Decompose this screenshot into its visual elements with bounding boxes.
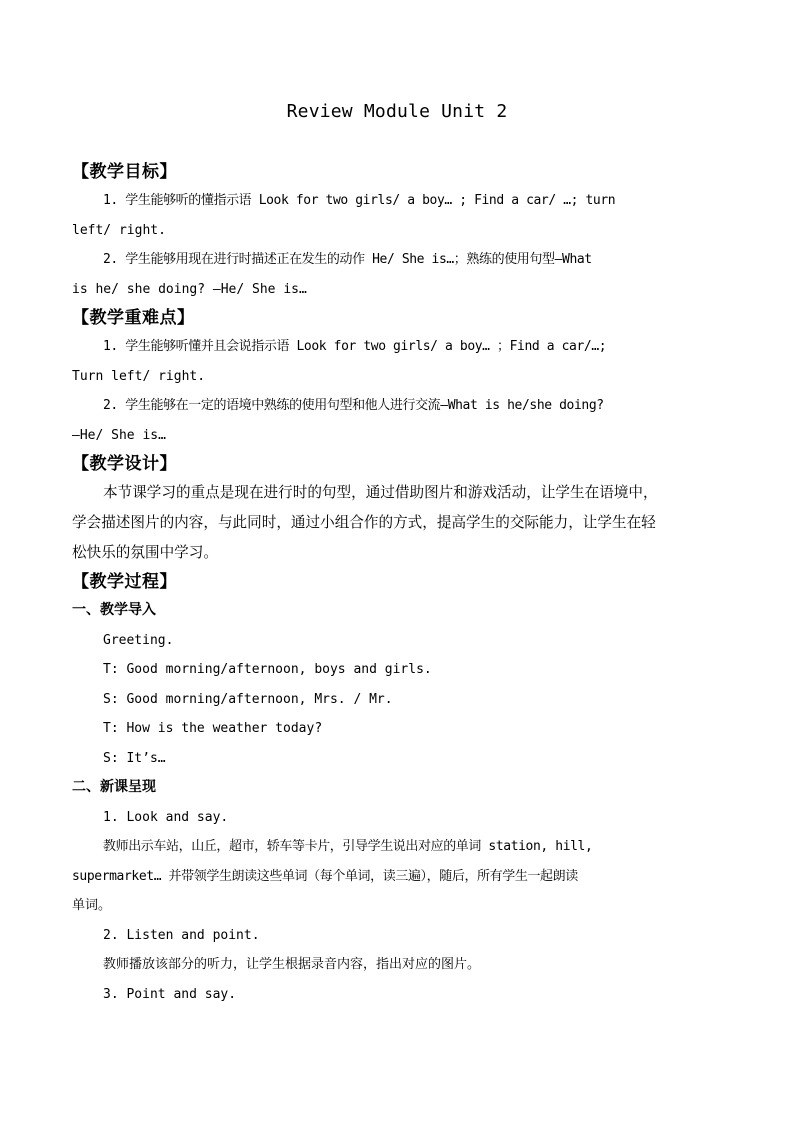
process-part-1-line: S: It’s… <box>103 750 166 766</box>
document-body <box>72 158 722 1009</box>
process-part-1-line: T: Good morning/afternoon, boys and girls. <box>103 662 432 677</box>
key-point-item-2-line-2: —He/ She is… <box>72 427 166 443</box>
section-heading-key-points: 【教学重难点】 <box>72 308 195 328</box>
section-heading-design: 【教学设计】 <box>72 454 177 474</box>
design-paragraph-line-1: 本节课学习的重点是现在进行时的句型，通过借助图片和游戏活动，让学生在语境中， <box>103 484 658 501</box>
process-step-3: 3. Point and say. <box>103 986 237 1002</box>
process-step-1-description-line-1: 教师出示车站，山丘，超市，轿车等卡片，引导学生说出对应的单词 station, hill, <box>103 839 593 854</box>
key-point-item-1-line-2: Turn left/ right. <box>72 368 206 384</box>
key-point-item-2-line-1: 2. 学生能够在一定的语境中熟练的使用句型和他人进行交流—What is he/she doing? <box>103 398 604 413</box>
process-step-2-description: 教师播放该部分的听力，让学生根据录音内容，指出对应的图片。 <box>103 957 481 972</box>
design-paragraph-line-3: 松快乐的氛围中学习。 <box>72 544 218 561</box>
process-part-1-line: T: How is the weather today? <box>103 721 323 736</box>
section-heading-process: 【教学过程】 <box>72 572 177 592</box>
key-point-item-1-line-1: 1. 学生能够听懂并且会说指示语 Look for two girls/ a boy… ；Find a car/…; <box>103 339 607 354</box>
goal-item-2-line-2: is he/ she doing? —He/ She is… <box>72 281 307 297</box>
design-paragraph-line-2: 学会描述图片的内容，与此同时，通过小组合作的方式，提高学生的交际能力，让学生在轻 <box>72 514 656 531</box>
process-part-1-line: Greeting. <box>103 632 174 648</box>
process-step-1-description-line-2: supermarket… 并带领学生朗读这些单词（每个单词，读三遍），随后，所有学生一起朗读 <box>72 868 578 884</box>
document-title: Review Module Unit 2 <box>286 101 508 122</box>
goal-item-1-line-1: 1. 学生能够听的懂指示语 Look for two girls/ a boy… ; Find a car/ …; turn <box>103 193 616 208</box>
goal-item-2-line-1: 2. 学生能够用现在进行时描述正在发生的动作 He/ She is…；熟练的使用句型—What <box>103 252 592 267</box>
process-step-1: 1. Look and say. <box>103 809 229 825</box>
process-step-2: 2. Listen and point. <box>103 927 260 943</box>
process-part-2-heading: 二、新课呈现 <box>72 779 156 795</box>
goal-item-1-line-2: left/ right. <box>72 222 166 238</box>
process-part-1-heading: 一、教学导入 <box>72 602 156 618</box>
process-step-1-description-line-3: 单词。 <box>72 898 112 913</box>
process-part-1-line: S: Good morning/afternoon, Mrs. / Mr. <box>103 691 393 707</box>
section-heading-goals: 【教学目标】 <box>72 162 177 182</box>
